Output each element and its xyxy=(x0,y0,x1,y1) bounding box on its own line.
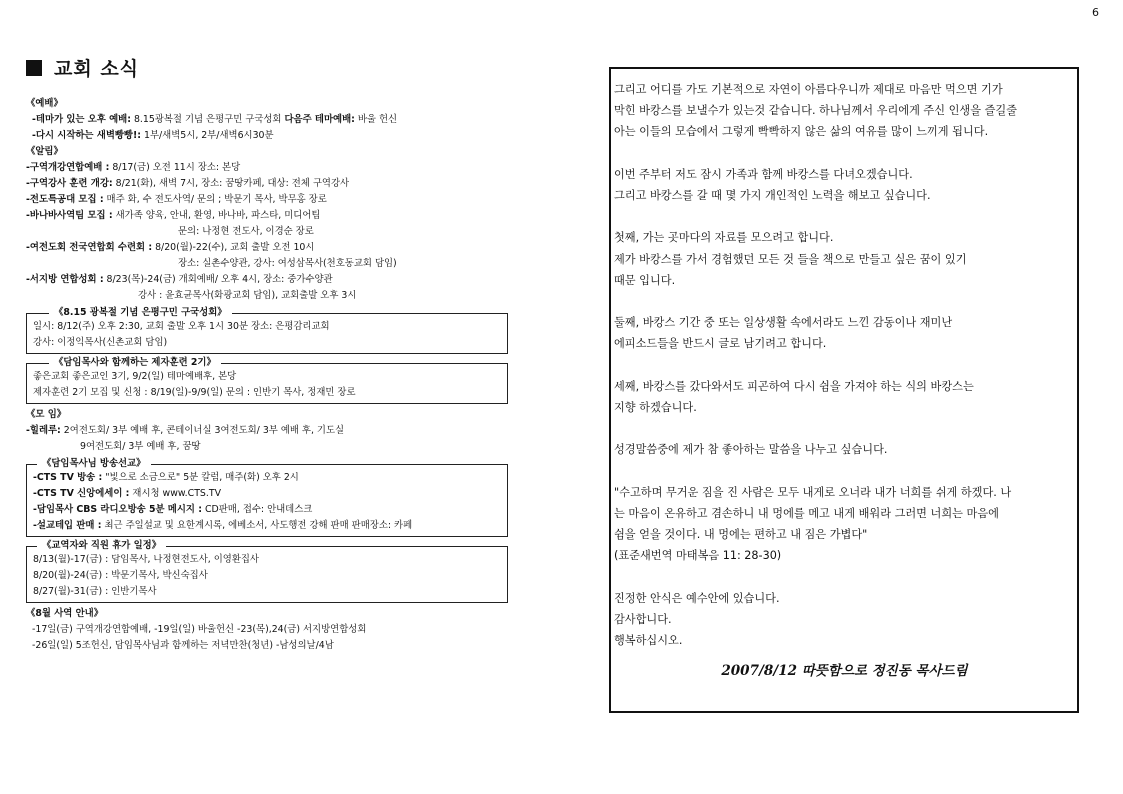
box-line xyxy=(33,518,499,534)
box-legend: 《담임목사와 함께하는 제자훈련 2기》 xyxy=(49,355,221,371)
label: -담임목사 CBS 라디오방송 5분 메시지 : xyxy=(33,504,202,515)
letter-line: "수고하며 무거운 짐을 진 사람은 모두 내게로 오너라 내가 너희를 쉬게 하겠다. 나 xyxy=(614,485,1012,499)
label: -다시 시작하는 새벽빵빵!: xyxy=(32,130,142,141)
paragraph-gap xyxy=(614,566,1075,587)
letter-line: 감사합니다. xyxy=(614,612,672,626)
value: "빛으로 소금으로" 5분 칼럼, 매주(화) 오후 2시 xyxy=(105,472,299,483)
meeting-item xyxy=(26,423,526,439)
paragraph-gap xyxy=(614,418,1075,439)
box-vacation xyxy=(26,540,508,603)
box-legend: 《담임목사님 방송선교》 xyxy=(37,456,151,472)
label: 다음주 테마예배: xyxy=(284,114,355,125)
value: 바울 헌신 xyxy=(357,114,398,125)
value: 8/17(금) 오전 11시 장소: 본당 xyxy=(112,162,241,173)
page-number: 6 xyxy=(1092,6,1099,19)
paragraph-gap xyxy=(614,206,1075,227)
square-bullet-icon xyxy=(26,60,42,76)
notice-item xyxy=(26,208,526,224)
letter-line: 쉼을 얻을 것이다. 내 멍에는 편하고 내 짐은 가볍다" xyxy=(614,527,868,541)
meetings-heading: 《모 임》 xyxy=(26,409,67,420)
label: -힐레루: xyxy=(26,425,61,436)
notice-item xyxy=(26,176,526,192)
letter-line: 아는 이들의 모습에서 그렇게 빡빡하지 않은 삶의 여유를 많이 느끼게 됩니다. xyxy=(614,125,989,139)
value: 8/23(목)-24(금) 개회예배/ 오후 4시, 장소: 중가수양관 xyxy=(106,274,333,285)
august-heading: 《8월 사역 안내》 xyxy=(26,608,104,619)
label: -서지방 연합성회 : xyxy=(26,274,104,285)
label: -CTS TV 방송 : xyxy=(33,472,103,483)
notice-item xyxy=(26,240,526,256)
letter-line: 그리고 바캉스를 갈 때 몇 가지 개인적인 노력을 해보고 싶습니다. xyxy=(614,188,931,202)
box-line: 강사: 이정익목사(신촌교회 담임) xyxy=(33,337,168,348)
page-title-text: 교회 소식 xyxy=(54,58,140,80)
letter-line: 제가 바캉스를 가서 경험했던 모든 것 들을 책으로 만들고 싶은 꿈이 있기 xyxy=(614,252,967,266)
box-broadcast xyxy=(26,458,508,537)
label: -구역개강연합예배 : xyxy=(26,162,110,173)
letter-line: 때문 입니다. xyxy=(614,273,676,287)
paragraph-gap xyxy=(614,354,1075,375)
notice-item-cont: 장소: 실촌수양관, 강사: 여성삼목사(천호동교회 담임) xyxy=(178,258,397,269)
box-line xyxy=(33,502,499,518)
value: 재시청 www.CTS.TV xyxy=(132,488,222,499)
letter-line: 그리고 어디를 가도 기본적으로 자연이 아름다우니까 제대로 마음만 먹으면 기가 xyxy=(614,83,1003,96)
letter-line: 성경말씀중에 제가 참 좋아하는 말씀을 나누고 싶습니다. xyxy=(614,443,888,457)
worship-heading: 《예배》 xyxy=(26,98,63,109)
paragraph-gap xyxy=(614,460,1075,481)
value: 8.15광복절 기념 은평구민 구국성회 xyxy=(133,114,282,125)
value: CD판매, 접수: 안내데스크 xyxy=(204,504,313,515)
value: 8/21(화), 새벽 7시, 장소: 꿈땅카페, 대상: 전체 구역강사 xyxy=(115,178,350,189)
letter-line: 첫째, 가는 곳마다의 자료를 모으려고 합니다. xyxy=(614,231,834,245)
notice-item xyxy=(26,160,526,176)
label: -전도특공대 모집 : xyxy=(26,194,104,205)
letter-line: 이번 주부터 저도 잠시 가족과 함께 바캉스를 다녀오겠습니다. xyxy=(614,167,913,181)
meeting-item-cont: 9여전도회/ 3부 예배 후, 꿈땅 xyxy=(80,441,201,452)
worship-item-theme xyxy=(26,112,526,128)
box-line: 좋은교회 좋은교인 3기, 9/2(일) 테마예배후, 본당 xyxy=(33,371,237,382)
worship-item-dawn xyxy=(26,128,526,144)
notice-item xyxy=(26,192,526,208)
notice-item-cont: 문의: 나정현 전도사, 이경순 장로 xyxy=(178,226,314,237)
page-title xyxy=(26,54,139,81)
paragraph-gap xyxy=(614,143,1075,164)
letter-body xyxy=(614,79,1075,651)
value: 2여전도회/ 3부 예배 후, 콘테이너실 3여전도회/ 3부 예배 후, 기도실 xyxy=(63,425,345,436)
box-line: 8/13(월)-17(금) : 담임목사, 나정현전도사, 이영환집사 xyxy=(33,554,259,565)
box-line: 일시: 8/12(주) 오후 2:30, 교회 출발 오후 1시 30분 장소: 은평감리교회 xyxy=(33,321,330,332)
label: -구역강사 훈련 개강: xyxy=(26,178,113,189)
value: 최근 주일설교 및 요한계시록, 에베소서, 사도행전 강해 판매 판매장소: 카페 xyxy=(104,520,413,531)
letter-line: 는 마음이 온유하고 겸손하니 내 멍에를 메고 내게 배워라 그러면 너희는 마음에 xyxy=(614,506,999,520)
box-line xyxy=(33,470,499,486)
august-line: -17일(금) 구역개강연합예배, -19일(일) 바울헌신 -23(목),24(금) 서지방연합성회 xyxy=(32,624,367,635)
letter-line: 진정한 안식은 예수안에 있습니다. xyxy=(614,591,780,605)
letter-line: (표준새번역 마태복음 11: 28-30) xyxy=(614,549,782,563)
august-line: -26일(일) 5조헌신, 담임목사님과 함께하는 저녁만찬(청년) -남성의날/4남 xyxy=(32,640,334,651)
notices-heading: 《알림》 xyxy=(26,146,63,157)
box-line xyxy=(33,486,499,502)
letter-signature: 2007/8/12 따뜻함으로 정진동 목사드림 xyxy=(721,663,968,680)
paragraph-gap xyxy=(614,291,1075,312)
letter-line: 막힌 바캉스를 보낼수가 있는것 같습니다. 하나님께서 우리에게 주신 인생을 즐길줄 xyxy=(614,104,1018,118)
letter-line: 행복하십시오. xyxy=(614,633,683,647)
letter-line: 에피소드들을 반드시 글로 남기려고 합니다. xyxy=(614,337,827,351)
value: 1부/새벽5시, 2부/새벽6시30분 xyxy=(144,130,274,141)
label: -여전도회 전국연합회 수련회 : xyxy=(26,242,153,253)
box-line: 8/20(월)-24(금) : 박문기목사, 박신숙집사 xyxy=(33,570,208,581)
letter-line: 세째, 바캉스를 갔다와서도 피곤하여 다시 쉼을 가져야 하는 식의 바캉스는 xyxy=(614,379,974,393)
label: -테마가 있는 오후 예배: xyxy=(32,114,131,125)
label: -CTS TV 신앙에세이 : xyxy=(33,488,130,499)
notice-item-cont: 강사 : 윤효균목사(화광교회 담임), 교회출발 오후 3시 xyxy=(138,290,357,301)
news-column xyxy=(26,96,526,654)
pastor-letter xyxy=(609,67,1079,713)
label: -설교테입 판매 : xyxy=(33,520,102,531)
box-815-rally xyxy=(26,307,508,354)
notice-item xyxy=(26,272,526,288)
label: -바나바사역팀 모집 : xyxy=(26,210,113,221)
box-discipleship xyxy=(26,357,508,404)
box-legend: 《교역자와 직원 휴가 일정》 xyxy=(37,538,166,554)
letter-line: 둘째, 바캉스 기간 중 또는 일상생활 속에서라도 느낀 감동이나 재미난 xyxy=(614,316,953,330)
box-legend: 《8.15 광복절 기념 은평구민 구국성회》 xyxy=(49,305,232,321)
letter-line: 지향 하겠습니다. xyxy=(614,400,697,414)
value: 매주 화, 수 전도사역/ 문의 ; 박문기 목사, 박무홍 장로 xyxy=(106,194,327,205)
box-line: 제자훈련 2기 모집 및 신청 : 8/19(일)-9/9(일) 문의 : 인반기 목사, 정재민 장로 xyxy=(33,387,356,398)
value: 8/20(월)-22(수), 교회 출발 오전 10시 xyxy=(155,242,315,253)
value: 새가족 양육, 안내, 환영, 바나바, 파스타, 미디어팀 xyxy=(115,210,321,221)
box-line: 8/27(월)-31(금) : 인반기목사 xyxy=(33,586,157,597)
